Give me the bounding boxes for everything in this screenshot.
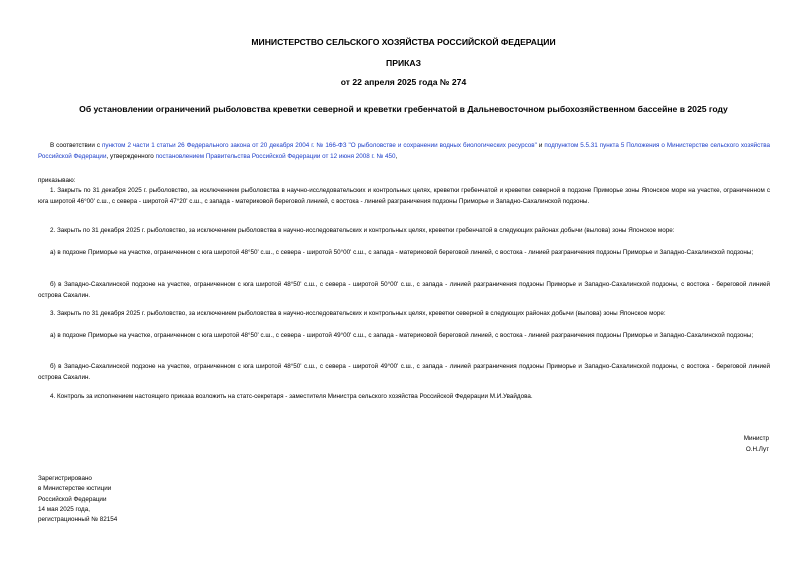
paragraph-2-text: 2. Закрыть по 31 декабря 2025 г. рыболовство, за исключением рыболовства в научно-исследовательских и контрольных целях, креветки гребенчатой в следующих районах добычи (вылова) зоны Японское море: (50, 227, 675, 234)
paragraph-2b-text: б) в Западно-Сахалинской подзоне на участке, ограниченном с юга широтой 48°50' с.ш., с севера - широтой 50°00' с.ш., с запада - линией разграничения подзоны Приморье и Западно-Сахалинской подзоны, с востока - береговой линией острова Сахалин. (38, 281, 770, 299)
paragraph-2a (38, 248, 770, 259)
preamble-text-1: В соответствии с (50, 142, 102, 149)
paragraph-3a-text: а) в подзоне Приморье на участке, ограниченном с юга широтой 48°50' с.ш., с севера - широтой 49°00' с.ш., с запада - материковой береговой линией, с востока - линией разграничения подзоны Приморье и Западно-Сахалинской подзоны; (50, 332, 754, 339)
paragraph-3 (38, 309, 770, 320)
paragraph-1 (38, 186, 770, 208)
preamble-text-4: , (395, 152, 398, 160)
paragraph-2 (38, 226, 770, 237)
paragraph-3a (38, 331, 770, 342)
registration-line: в Министерстве юстиции (38, 485, 112, 493)
doc-type-heading: ПРИКАЗ (386, 58, 421, 68)
registration-line: Зарегистрировано (38, 475, 92, 482)
paragraph-4 (38, 392, 770, 403)
preamble-text-2: и (536, 142, 545, 149)
signatory-name: О.Н.Лут (745, 446, 769, 453)
regulation-link[interactable]: подпунктом 5.5.31 пункта 5 Положения о Министерстве сельского хозяйства Российской Федерации (38, 142, 770, 160)
document-title: Об установлении ограничений рыболовства креветки северной и креветки гребенчатой в Дальневосточном рыбохозяйственном бассейне в 2025 году (79, 104, 728, 114)
paragraph-2b (38, 280, 770, 302)
registration-line: регистрационный № 82154 (38, 516, 118, 524)
paragraph-3b (38, 362, 770, 384)
federal-law-link[interactable]: пунктом 2 части 1 статьи 26 Федерального закона от 20 декабря 2004 г. № 166-ФЗ "О рыболовстве и сохранении водных биологических ресурсов" (101, 142, 537, 149)
registration-line: Российской Федерации (38, 495, 107, 503)
ministry-heading: МИНИСТЕРСТВО СЕЛЬСКОГО ХОЗЯЙСТВА РОССИЙСКОЙ ФЕДЕРАЦИИ (251, 37, 556, 47)
registration-line: 14 мая 2025 года, (38, 505, 90, 513)
paragraph-4-text: 4. Контроль за исполнением настоящего приказа возложить на статс-секретаря - заместителя Министра сельского хозяйства Российской Федерации М.И.Увайдова. (50, 393, 533, 400)
signatory-position: Министр (743, 435, 769, 442)
registration-block (38, 474, 117, 525)
paragraph-3-text: 3. Закрыть по 31 декабря 2025 г. рыболовство, за исключением рыболовства в научно-исследовательских и контрольных целях, креветки северной в следующих районах добычи (вылова) зоны Японское море: (50, 310, 666, 317)
paragraph-1-text: 1. Закрыть по 31 декабря 2025 г. рыболовство, за исключением рыболовства в научно-исследовательских и контрольных целях, креветки гребенчатой и креветки северной в подзоне Приморье зоны Японское море на участке, ограниченном с юга широтой 46°00' с.ш., с севера - широтой 47°20' с.ш., с запада - материковой береговой линией, с востока - линией разграничения подзоны Приморье и Западно-Сахалинской подзоны. (38, 187, 770, 205)
date-number-heading: от 22 апреля 2025 года № 274 (340, 77, 467, 87)
paragraph-3b-text: б) в Западно-Сахалинской подзоне на участке, ограниченном с юга широтой 48°50' с.ш., с севера - широтой 49°00' с.ш., с запада - линией разграничения подзоны Приморье и Западно-Сахалинской подзоны, с востока - береговой линией острова Сахалин. (38, 363, 770, 381)
paragraph-2a-text: а) в подзоне Приморье на участке, ограниченном с юга широтой 48°50' с.ш., с севера - широтой 50°00' с.ш., с запада - материковой береговой линией, с востока - линией разграничения подзоны Приморье и Западно-Сахалинской подзоны; (50, 249, 754, 256)
preamble-paragraph (38, 141, 770, 163)
order-word: приказываю: (38, 177, 76, 184)
government-resolution-link[interactable]: постановлением Правительства Российской Федерации от 12 июня 2008 г. № 450 (155, 152, 396, 160)
preamble-text-3: , утвержденного (106, 152, 156, 160)
